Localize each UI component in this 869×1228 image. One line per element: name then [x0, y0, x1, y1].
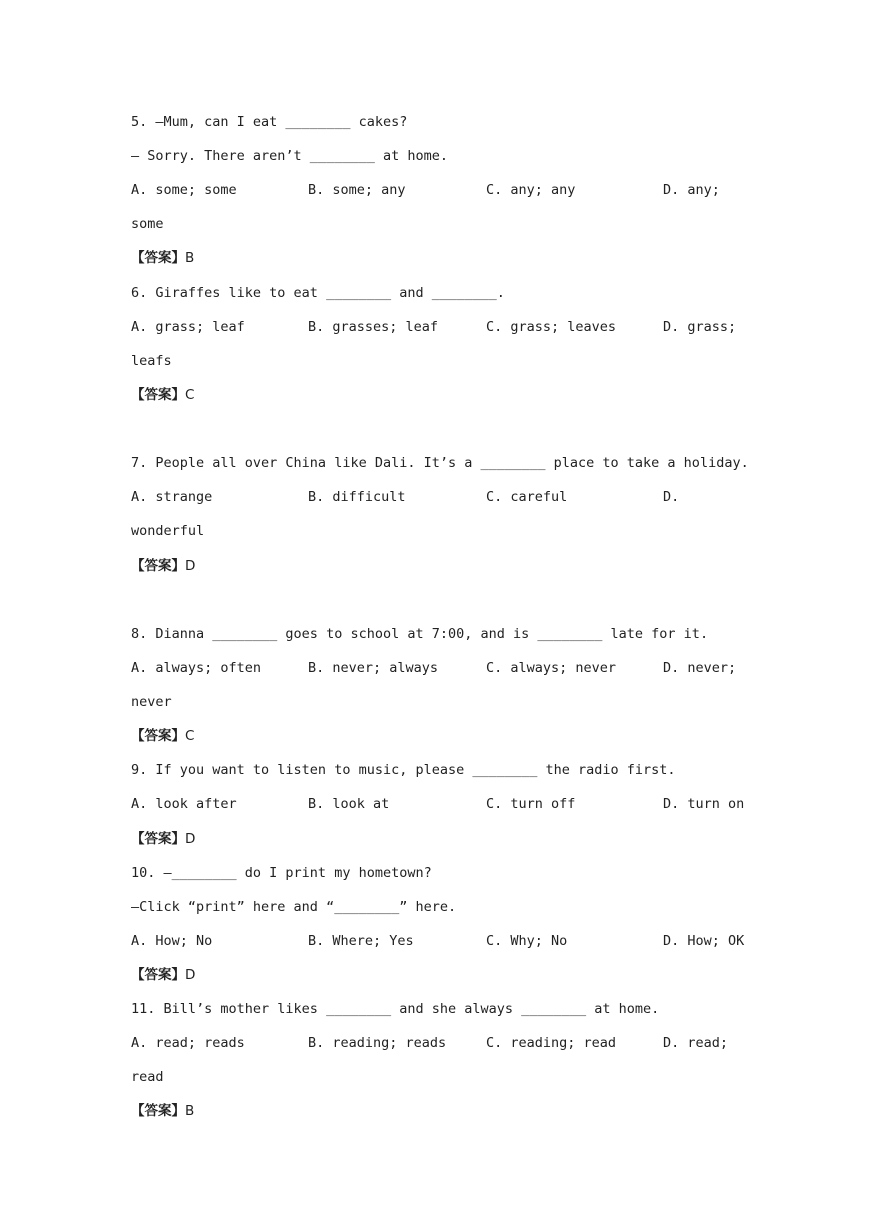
question-7-options: [131, 488, 771, 506]
question-8-option-wrap: never: [131, 694, 172, 710]
question-9-answer: [131, 830, 195, 848]
question-7-option-wrap: wonderful: [131, 523, 205, 539]
question-5-option-wrap: some: [131, 216, 164, 232]
question-6-options: [131, 318, 771, 336]
answer-label: 【答案】: [131, 967, 185, 983]
question-10-options: [131, 932, 771, 950]
option-c: C. careful: [486, 489, 568, 505]
answer-value: B: [185, 250, 195, 266]
question-9-stem: 9. If you want to listen to music, please ________ the radio first.: [131, 762, 676, 778]
question-11-answer: [131, 1102, 194, 1120]
option-b: B. Where; Yes: [308, 933, 414, 949]
answer-label: 【答案】: [131, 558, 185, 574]
option-a: A. How; No: [131, 933, 213, 949]
answer-value: B: [185, 1103, 195, 1119]
question-10-answer: [131, 966, 195, 984]
option-c: C. Why; No: [486, 933, 568, 949]
option-a: A. some; some: [131, 182, 237, 198]
answer-value: D: [185, 967, 196, 983]
option-b: B. reading; reads: [308, 1035, 447, 1051]
option-b: B. grasses; leaf: [308, 319, 439, 335]
question-10-stem-line-2: —Click “print” here and “________” here.: [131, 899, 457, 915]
question-11-options: [131, 1034, 771, 1052]
answer-value: D: [185, 831, 196, 847]
option-a: A. always; often: [131, 660, 262, 676]
option-c: C. always; never: [486, 660, 617, 676]
option-d: D. turn on: [663, 796, 745, 812]
option-c: C. turn off: [486, 796, 576, 812]
answer-label: 【答案】: [131, 831, 185, 847]
question-6-answer: [131, 386, 194, 404]
question-5-stem-line-2: — Sorry. There aren’t ________ at home.: [131, 148, 448, 164]
question-6-stem: 6. Giraffes like to eat ________ and ________.: [131, 285, 505, 301]
question-8-options: [131, 659, 771, 677]
option-a: A. strange: [131, 489, 213, 505]
answer-label: 【答案】: [131, 250, 185, 266]
answer-label: 【答案】: [131, 728, 185, 744]
question-10-stem-line-1: 10. —________ do I print my hometown?: [131, 865, 432, 881]
option-d: D.: [663, 489, 680, 505]
question-11-stem: 11. Bill’s mother likes ________ and she always ________ at home.: [131, 1001, 660, 1017]
question-5-stem-line-1: 5. —Mum, can I eat ________ cakes?: [131, 114, 408, 130]
answer-value: D: [185, 558, 196, 574]
option-d: D. never;: [663, 660, 737, 676]
question-7-stem: 7. People all over China like Dali. It’s a ________ place to take a holiday.: [131, 455, 749, 471]
option-c: C. any; any: [486, 182, 576, 198]
option-d: D. read;: [663, 1035, 729, 1051]
option-a: A. grass; leaf: [131, 319, 245, 335]
option-a: A. read; reads: [131, 1035, 245, 1051]
option-d: D. grass;: [663, 319, 737, 335]
option-c: C. reading; read: [486, 1035, 617, 1051]
option-b: B. never; always: [308, 660, 439, 676]
question-11-option-wrap: read: [131, 1069, 164, 1085]
option-c: C. grass; leaves: [486, 319, 617, 335]
option-b: B. look at: [308, 796, 390, 812]
question-5-answer: [131, 249, 194, 267]
question-6-option-wrap: leafs: [131, 353, 172, 369]
question-5-options: [131, 181, 771, 199]
option-a: A. look after: [131, 796, 237, 812]
question-7-answer: [131, 557, 195, 575]
option-b: B. some; any: [308, 182, 406, 198]
option-b: B. difficult: [308, 489, 406, 505]
answer-label: 【答案】: [131, 1103, 185, 1119]
question-8-stem: 8. Dianna ________ goes to school at 7:00, and is ________ late for it.: [131, 626, 709, 642]
option-d: D. any;: [663, 182, 720, 198]
answer-value: C: [185, 387, 195, 403]
question-9-options: [131, 795, 771, 813]
option-d: D. How; OK: [663, 933, 745, 949]
answer-label: 【答案】: [131, 387, 185, 403]
question-8-answer: [131, 727, 194, 745]
answer-value: C: [185, 728, 195, 744]
